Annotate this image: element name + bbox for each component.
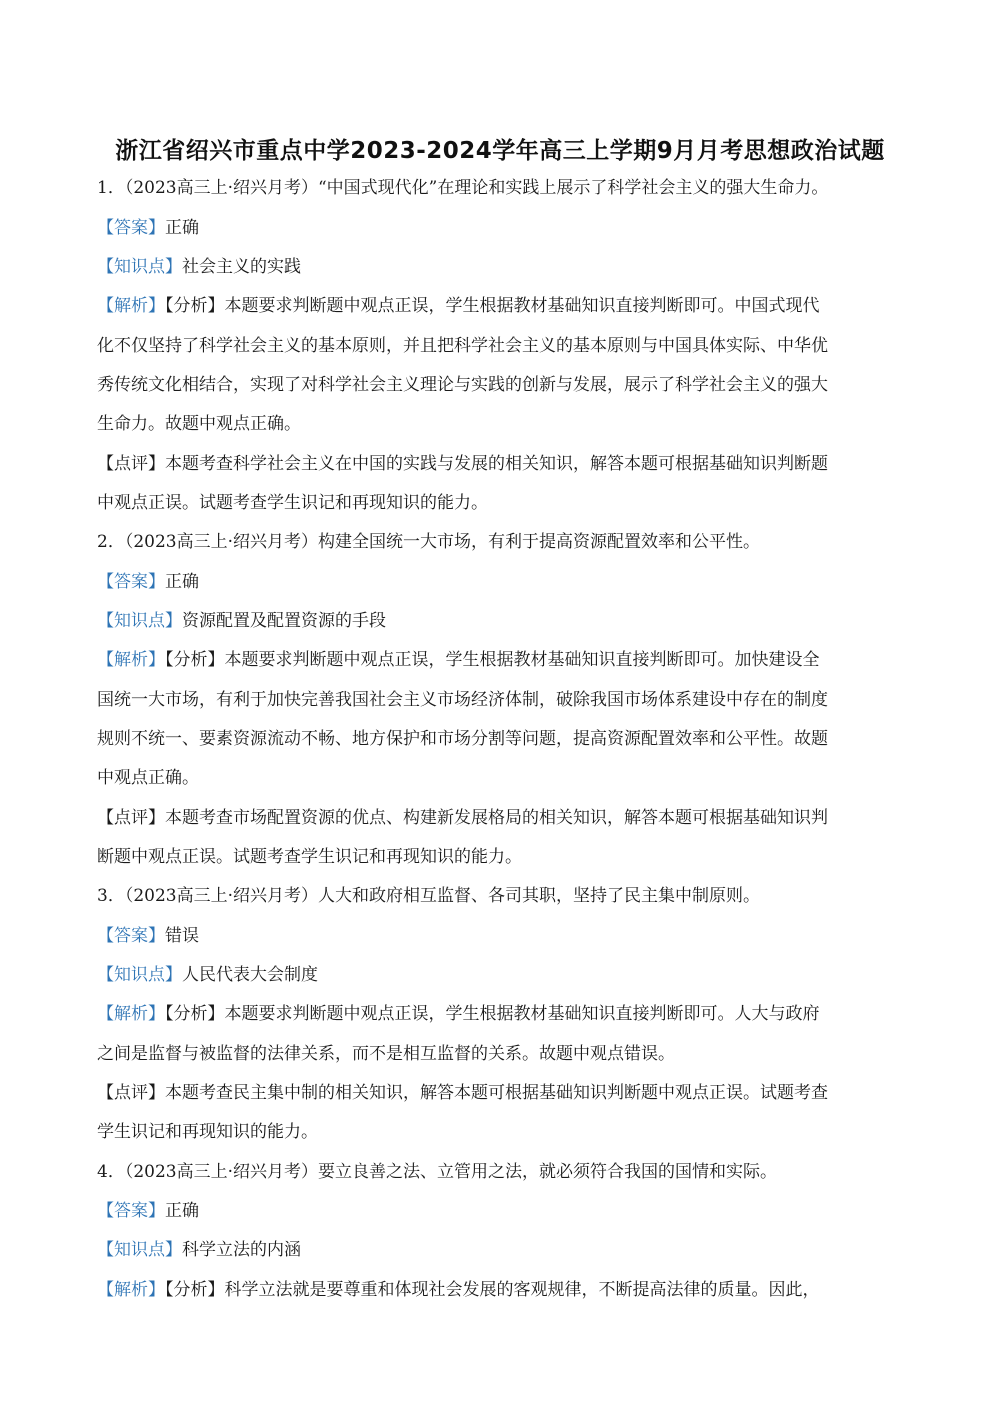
text-line — [97, 807, 897, 829]
line-text: 生命力。故题中观点正确。 — [97, 414, 301, 434]
line-text: 化不仅坚持了科学社会主义的基本原则，并且把科学社会主义的基本原则与中国具体实际、中华优 — [97, 336, 828, 356]
text-line — [97, 1043, 897, 1065]
line-text: 断题中观点正误。试题考查学生识记和再现知识的能力。 — [97, 847, 522, 867]
section-tag: 【知识点】 — [97, 257, 182, 277]
line-text: 学生识记和再现知识的能力。 — [97, 1122, 318, 1142]
line-text: 正确 — [165, 572, 199, 592]
line-text: （2023高三上·绍兴月考）人大和政府相互监督、各司其职，坚持了民主集中制原则。 — [124, 886, 760, 906]
section-tag: 【答案】 — [97, 218, 165, 238]
line-text: 正确 — [165, 218, 199, 238]
line-text: （2023高三上·绍兴月考）“中国式现代化”在理论和实践上展示了科学社会主义的强大生命力。 — [124, 178, 829, 198]
section-tag: 【解析】 — [97, 1004, 165, 1024]
answer-section-line — [97, 1200, 897, 1222]
line-text: 社会主义的实践 — [182, 257, 301, 277]
question-number: 4． — [97, 1162, 125, 1182]
text-line — [97, 728, 897, 750]
text-line — [97, 846, 897, 868]
text-line — [97, 413, 897, 435]
text-line — [97, 453, 897, 475]
line-text: 错误 — [165, 926, 199, 946]
line-text: 国统一大市场，有利于加快完善我国社会主义市场经济体制，破除我国市场体系建设中存在的制度 — [97, 690, 828, 710]
answer-section-line — [97, 1279, 897, 1301]
line-text: 之间是监督与被监督的法律关系，而不是相互监督的关系。故题中观点错误。 — [97, 1044, 675, 1064]
line-text: 【点评】本题考查市场配置资源的优点、构建新发展格局的相关知识，解答本题可根据基础知识判 — [97, 808, 828, 828]
section-tag: 【知识点】 — [97, 965, 182, 985]
question-number: 3． — [97, 886, 125, 906]
text-line — [97, 767, 897, 789]
text-line — [97, 689, 897, 711]
text-line — [97, 1121, 897, 1143]
question-stem — [97, 531, 897, 553]
line-text: 【分析】本题要求判断题中观点正误，学生根据教材基础知识直接判断即可。加快建设全 — [165, 650, 820, 670]
answer-section-line — [97, 610, 897, 632]
line-text: 【分析】科学立法就是要尊重和体现社会发展的客观规律，不断提高法律的质量。因此， — [165, 1280, 820, 1300]
line-text: （2023高三上·绍兴月考）要立良善之法、立管用之法，就必须符合我国的国情和实际。 — [124, 1162, 777, 1182]
section-tag: 【答案】 — [97, 1201, 165, 1221]
answer-section-line — [97, 649, 897, 671]
question-stem — [97, 177, 897, 199]
line-text: （2023高三上·绍兴月考）构建全国统一大市场，有利于提高资源配置效率和公平性。 — [124, 532, 760, 552]
line-text: 【点评】本题考查民主集中制的相关知识，解答本题可根据基础知识判断题中观点正误。试题考查 — [97, 1083, 828, 1103]
answer-section-line — [97, 571, 897, 593]
question-stem — [97, 1161, 897, 1183]
section-tag: 【解析】 — [97, 650, 165, 670]
section-tag: 【答案】 — [97, 572, 165, 592]
text-line — [97, 374, 897, 396]
answer-section-line — [97, 925, 897, 947]
page-title: 浙江省绍兴市重点中学2023-2024学年高三上学期9月月考思想政治试题 — [115, 138, 885, 164]
line-text: 【分析】本题要求判断题中观点正误，学生根据教材基础知识直接判断即可。中国式现代 — [165, 296, 820, 316]
text-line — [97, 335, 897, 357]
section-tag: 【答案】 — [97, 926, 165, 946]
line-text: 科学立法的内涵 — [182, 1240, 301, 1260]
line-text: 秀传统文化相结合，实现了对科学社会主义理论与实践的创新与发展，展示了科学社会主义的强大 — [97, 375, 828, 395]
line-text: 人民代表大会制度 — [182, 965, 318, 985]
line-text: 【点评】本题考查科学社会主义在中国的实践与发展的相关知识，解答本题可根据基础知识判断题 — [97, 454, 828, 474]
line-text: 资源配置及配置资源的手段 — [182, 611, 386, 631]
section-tag: 【知识点】 — [97, 611, 182, 631]
line-text: 中观点正确。 — [97, 768, 199, 788]
line-text: 规则不统一、要素资源流动不畅、地方保护和市场分割等问题，提高资源配置效率和公平性。故题 — [97, 729, 828, 749]
section-tag: 【解析】 — [97, 1280, 165, 1300]
section-tag: 【解析】 — [97, 296, 165, 316]
text-line — [97, 1082, 897, 1104]
line-text: 正确 — [165, 1201, 199, 1221]
text-line — [97, 492, 897, 514]
answer-section-line — [97, 1003, 897, 1025]
answer-section-line — [97, 256, 897, 278]
answer-section-line — [97, 295, 897, 317]
answer-section-line — [97, 1239, 897, 1261]
line-text: 中观点正误。试题考查学生识记和再现知识的能力。 — [97, 493, 488, 513]
line-text: 【分析】本题要求判断题中观点正误，学生根据教材基础知识直接判断即可。人大与政府 — [165, 1004, 820, 1024]
section-tag: 【知识点】 — [97, 1240, 182, 1260]
answer-section-line — [97, 217, 897, 239]
question-stem — [97, 885, 897, 907]
question-number: 1． — [97, 178, 125, 198]
question-number: 2． — [97, 532, 125, 552]
answer-section-line — [97, 964, 897, 986]
